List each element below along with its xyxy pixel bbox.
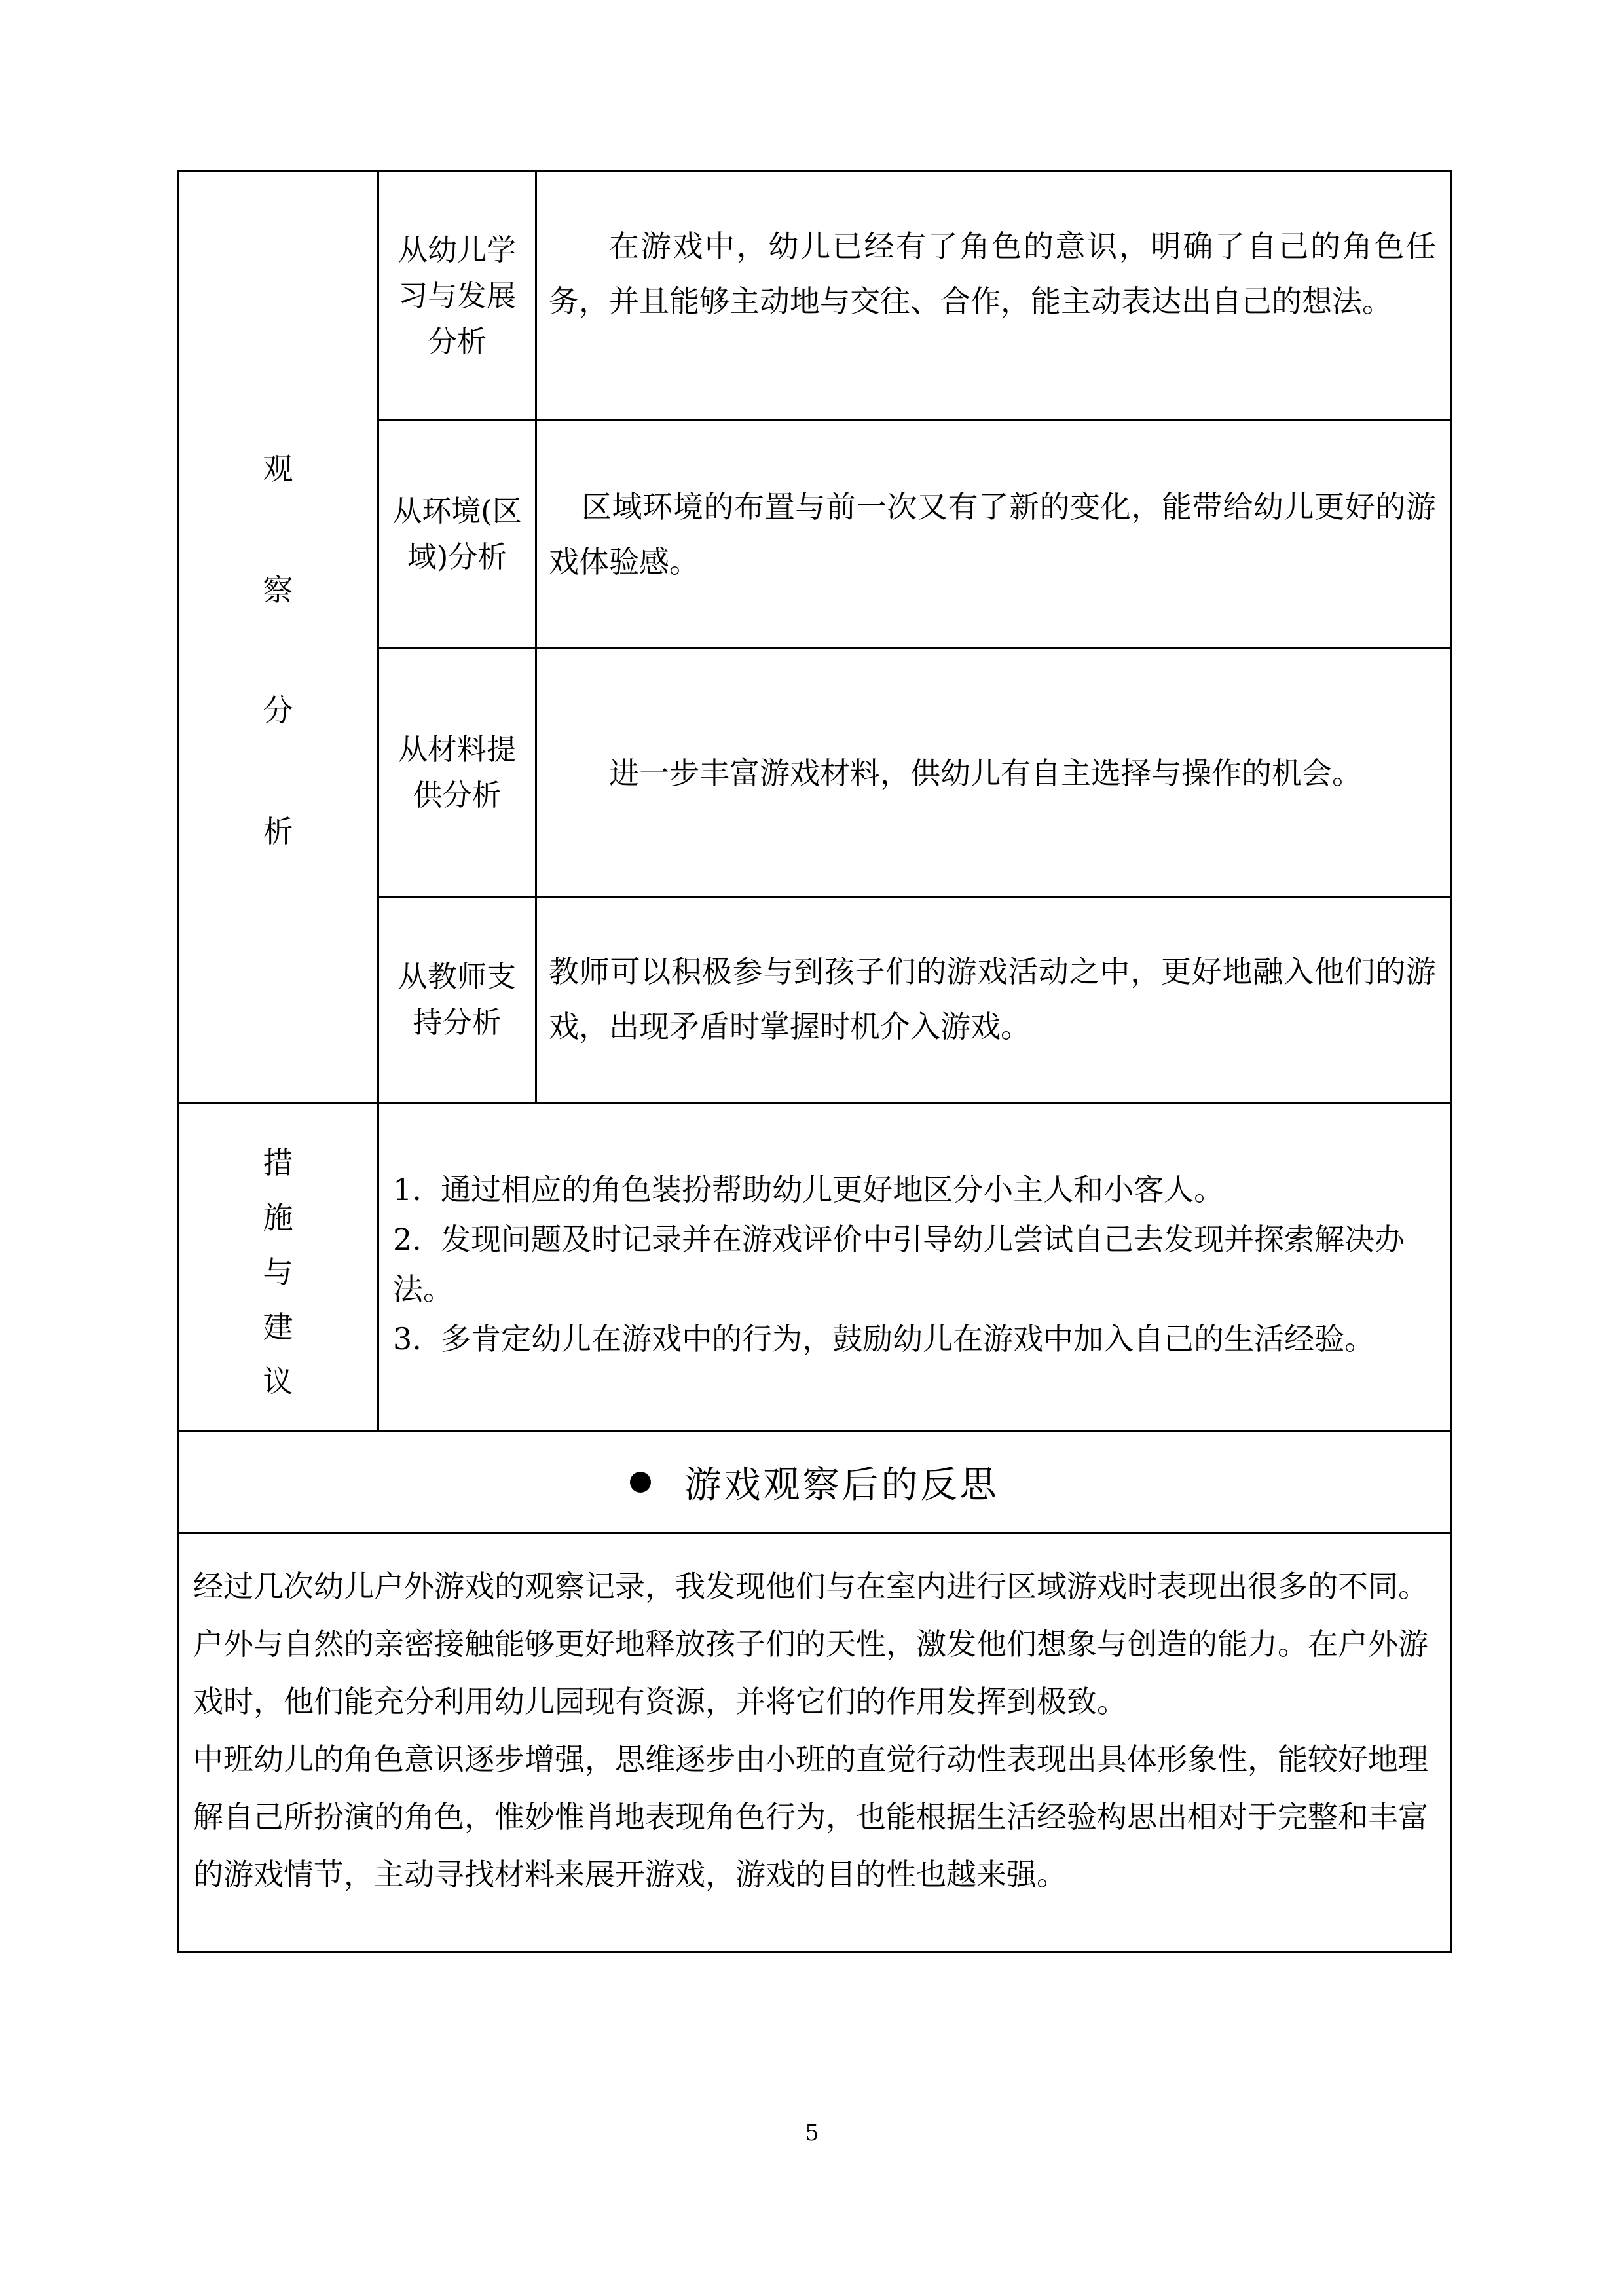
row-text-teacher-support: 教师可以积极参与到孩子们的游戏活动之中，更好地融入他们的游戏，出现矛盾时掌握时机介入游戏。 (549, 954, 1436, 1044)
row-text-materials: 进一步丰富游戏材料，供幼儿有自主选择与操作的机会。 (609, 756, 1362, 791)
measures-item-2: 2. 发现问题及时记录并在游戏评价中引导幼儿尝试自己去发现并探索解决办法。 (393, 1222, 1405, 1307)
reflection-heading (179, 1432, 1450, 1532)
measures-char-2: 施 (263, 1199, 293, 1235)
observation-char-4: 析 (263, 813, 293, 849)
measures-list (393, 1165, 1441, 1364)
column-divider-2 (535, 170, 537, 1103)
row-label-line: 从材料提 (397, 731, 516, 767)
page-number: 5 (805, 2120, 819, 2146)
measures-item-3: 3. 多肯定幼儿在游戏中的行为，鼓励幼儿在游戏中加入自己的生活经验。 (393, 1321, 1375, 1357)
row-divider-4 (177, 1102, 1452, 1104)
observation-char-2: 察 (263, 572, 293, 608)
reflection-heading-text: 游戏观察后的反思 (684, 1464, 999, 1506)
measures-section-label (179, 1139, 377, 1401)
observation-char-1: 观 (263, 451, 293, 486)
row-label-teacher-support (379, 898, 535, 1102)
row-divider-1 (377, 419, 1452, 421)
row-label-line: 从环境(区 (392, 493, 522, 528)
row-label-line: 从教师支 (397, 959, 516, 994)
observation-section-label (179, 445, 377, 851)
row-divider-2 (377, 647, 1452, 649)
bullet-icon (630, 1472, 651, 1493)
row-label-line: 分析 (427, 323, 487, 359)
measures-char-4: 建 (263, 1309, 293, 1345)
table-border-top (177, 170, 1452, 172)
row-label-environment (379, 421, 535, 647)
measures-item-1: 1. 通过相应的角色装扮帮助幼儿更好地区分小主人和小客人。 (393, 1172, 1225, 1207)
row-label-line: 从幼儿学 (397, 232, 516, 267)
row-label-learning-development (379, 172, 535, 419)
row-label-line: 持分析 (413, 1005, 502, 1040)
measures-char-3: 与 (263, 1254, 293, 1290)
reflection-paragraph-2: 户外与自然的亲密接触能够更好地释放孩子们的天性，激发他们想象与创造的能力。在户外游戏时，他们能充分利用幼儿园现有资源，并将它们的作用发挥到极致。 (193, 1626, 1428, 1719)
table-border-left (177, 170, 179, 1953)
row-label-line: 供分析 (413, 777, 502, 812)
row-divider-3 (377, 896, 1452, 898)
reflection-body (193, 1558, 1437, 1903)
row-text-environment: 区域环境的布置与前一次又有了新的变化，能带给幼儿更好的游戏体验感。 (549, 489, 1436, 579)
row-label-materials (379, 649, 535, 896)
table-border-right (1450, 170, 1452, 1953)
row-divider-6 (177, 1532, 1452, 1534)
reflection-paragraph-3: 中班幼儿的角色意识逐步增强，思维逐步由小班的直觉行动性表现出具体形象性，能较好地理解自己所扮演的角色，惟妙惟肖地表现角色行为，也能根据生活经验构思出相对于完整和丰富的游戏情节，主动寻找材料来展开游戏，游戏的目的性也越来强。 (193, 1741, 1428, 1892)
row-text-learning-development: 在游戏中，幼儿已经有了角色的意识，明确了自己的角色任务，并且能够主动地与交往、合作，能主动表达出自己的想法。 (549, 228, 1436, 319)
reflection-paragraph-1: 经过几次幼儿户外游戏的观察记录，我发现他们与在室内进行区域游戏时表现出很多的不同。 (193, 1569, 1428, 1604)
row-label-line: 习与发展 (397, 278, 516, 313)
observation-char-3: 分 (263, 693, 293, 729)
table-border-bottom (177, 1951, 1452, 1953)
row-label-line: 域)分析 (407, 539, 507, 574)
measures-char-1: 措 (263, 1145, 293, 1180)
measures-char-5: 议 (263, 1364, 293, 1399)
